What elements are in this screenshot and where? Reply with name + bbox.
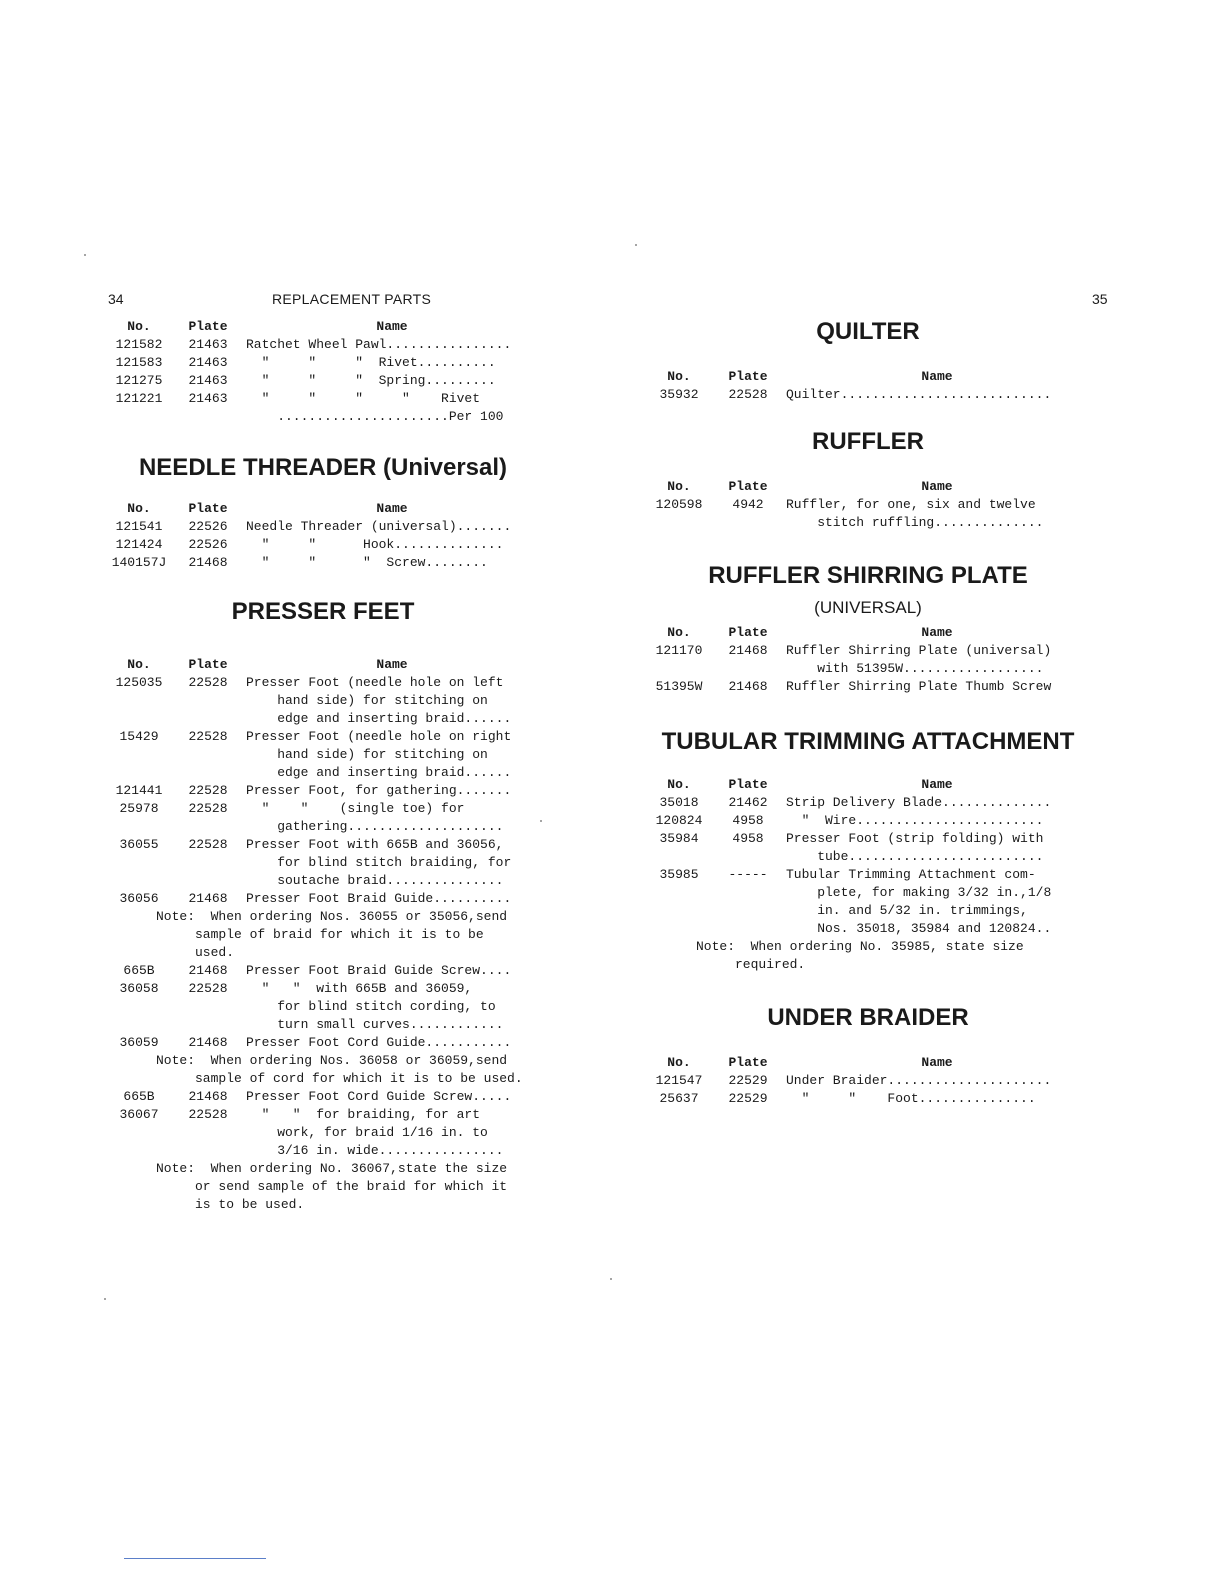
part-number [108,1124,170,1142]
part-number [648,902,710,920]
part-name: stitch ruffling.............. [786,515,1044,530]
plate-number [170,692,246,710]
part-name: Under Braider..................... [786,1073,1052,1088]
part-number: 35018 [659,795,699,810]
plate-number: 21463 [188,337,228,352]
table-row [648,830,1088,848]
part-number: 120598 [655,497,703,512]
part-number: 120824 [655,813,703,828]
part-name: turn small curves............ [246,1017,504,1032]
part-number: 665B [123,963,155,978]
table-row [108,1034,538,1052]
part-number [648,884,710,902]
part-number [108,710,170,728]
part-number: 121221 [115,391,163,406]
header-plate: Plate [188,657,228,672]
part-name: Presser Foot Braid Guide Screw.... [246,963,512,978]
needle-threader-section [108,454,538,572]
part-name: Presser Foot (strip folding) with [786,831,1044,846]
part-name: Presser Foot Braid Guide.......... [246,891,512,906]
part-number: 665B [123,1089,155,1104]
quilter-section [648,318,1088,404]
table-row [648,660,1088,678]
part-name: Nos. 35018, 35984 and 120824.. [786,921,1052,936]
plate-number: 22528 [188,783,228,798]
scan-speck [635,244,637,246]
part-number: 36056 [119,891,159,906]
part-name: edge and inserting braid...... [246,765,512,780]
plate-number: 22528 [188,801,228,816]
part-number [108,1016,170,1034]
table-row [108,710,538,728]
note-line: sample of braid for which it is to be [156,927,484,942]
table-header [648,776,1088,794]
part-name: plete, for making 3/32 in.,1/8 [786,885,1052,900]
part-number: 121547 [655,1073,703,1088]
plate-number: 21463 [188,391,228,406]
table-row [108,336,538,354]
table-row [108,764,538,782]
header-plate: Plate [728,479,768,494]
section-title-quilter: QUILTER [816,318,920,345]
table-header [108,656,538,674]
part-number: 25978 [119,801,159,816]
page-number-right: 35 [1092,291,1108,307]
part-name: in. and 5/32 in. trimmings, [786,903,1028,918]
ratchet-section [108,318,538,426]
running-head: REPLACEMENT PARTS [272,291,432,307]
part-number [648,514,710,532]
part-number [108,746,170,764]
section-title-tubular-trimming: TUBULAR TRIMMING ATTACHMENT [661,728,1075,755]
table-row [108,836,538,854]
table-row [648,642,1088,660]
part-name: tube......................... [786,849,1044,864]
plate-number: 22528 [188,729,228,744]
table-row [108,962,538,980]
table-row [108,980,538,998]
plate-number [710,848,786,866]
page-number-left: 34 [108,291,124,307]
part-name: edge and inserting braid...... [246,711,512,726]
part-number: 25637 [659,1091,699,1106]
part-number [108,872,170,890]
part-name: Presser Foot (needle hole on left [246,675,504,690]
part-number: 121583 [115,355,163,370]
table-row [108,536,538,554]
part-name: ......................Per 100 [246,409,504,424]
header-no: No. [667,479,691,494]
table-row [648,386,1088,404]
part-name: " " (single toe) for [246,801,465,816]
plate-number [710,514,786,532]
table-row [108,746,538,764]
plate-number: 21468 [728,643,768,658]
part-name: hand side) for stitching on [246,693,488,708]
header-name: Name [921,625,953,640]
header-no: No. [667,369,691,384]
table-row [648,884,1088,902]
header-no: No. [127,319,151,334]
plate-number: 22528 [188,1107,228,1122]
part-name: for blind stitch cording, to [246,999,496,1014]
part-name: Presser Foot Cord Guide Screw..... [246,1089,512,1104]
plate-number [170,408,246,426]
table-row [108,372,538,390]
part-number [108,998,170,1016]
header-plate: Plate [728,625,768,640]
part-name: " " " Spring......... [246,373,496,388]
plate-number [170,1016,246,1034]
part-name: with 51395W.................. [786,661,1044,676]
plate-number: 22528 [188,981,228,996]
part-name: " " for braiding, for art [246,1107,481,1122]
part-number [648,660,710,678]
left-column [108,318,538,1214]
part-name: " " " " Rivet [246,391,481,406]
plate-number: 21463 [188,373,228,388]
section-title-under-braider: UNDER BRAIDER [767,1004,969,1031]
header-plate: Plate [728,369,768,384]
part-number [108,1142,170,1160]
table-row [648,496,1088,514]
table-row [648,866,1088,884]
plate-number [170,998,246,1016]
table-row [108,872,538,890]
table-row [648,1072,1088,1090]
table-header [648,624,1088,642]
tubular-trimming-section [648,728,1088,974]
note-line: Note: When ordering No. 36067,state the size [156,1161,508,1176]
header-name: Name [376,657,408,672]
table-row [648,902,1088,920]
header-name: Name [376,501,408,516]
ruffler-shirring-section [648,562,1088,696]
note [648,938,1088,974]
plate-number: 22529 [728,1073,768,1088]
part-name: Presser Foot (needle hole on right [246,729,512,744]
plate-number [170,1142,246,1160]
part-name: Ruffler Shirring Plate (universal) [786,643,1052,658]
part-name: Ruffler Shirring Plate Thumb Screw [786,679,1052,694]
part-name: Quilter........................... [786,387,1052,402]
presser-feet-section [108,598,538,1214]
plate-number [170,818,246,836]
header-plate: Plate [188,319,228,334]
part-name: 3/16 in. wide................ [246,1143,504,1158]
header-plate: Plate [728,1055,768,1070]
table-row [648,920,1088,938]
table-row [108,782,538,800]
part-number [108,854,170,872]
table-header [108,318,538,336]
plate-number: 22526 [188,519,228,534]
note [108,1052,538,1088]
plate-number [710,884,786,902]
plate-number: 21468 [728,679,768,694]
table-row [108,728,538,746]
part-number: 125035 [115,675,163,690]
header-name: Name [921,369,953,384]
table-row [108,674,538,692]
plate-number [710,920,786,938]
table-row [108,1088,538,1106]
part-name: " " " Rivet.......... [246,355,496,370]
part-number: 36059 [119,1035,159,1050]
section-title-needle-threader: NEEDLE THREADER (Universal) [138,454,508,481]
part-name: gathering.................... [246,819,504,834]
part-name: Strip Delivery Blade.............. [786,795,1052,810]
note-line: Note: When ordering Nos. 36055 or 35056,send [156,909,508,924]
plate-number: 21462 [728,795,768,810]
part-number: 121541 [115,519,163,534]
table-row [108,854,538,872]
table-row [108,800,538,818]
plate-number: 4942 [732,497,764,512]
plate-number [710,902,786,920]
part-name: Presser Foot with 665B and 36056, [246,837,504,852]
part-number: 140157J [111,555,167,570]
part-name: " " Hook.............. [246,537,504,552]
note [108,1160,538,1214]
header-no: No. [667,777,691,792]
scan-speck [104,1298,106,1300]
table-row [648,1090,1088,1108]
plate-number: 22528 [728,387,768,402]
section-title-ruffler: RUFFLER [812,428,924,455]
table-row [108,692,538,710]
scan-speck [610,1278,612,1280]
plate-number [170,1124,246,1142]
section-title-presser-feet: PRESSER FEET [231,598,415,625]
header-no: No. [127,657,151,672]
part-number: 121582 [115,337,163,352]
table-header [648,478,1088,496]
part-number: 121275 [115,373,163,388]
note-line: Note: When ordering Nos. 36058 or 36059,send [156,1053,508,1068]
section-subtitle-universal: (UNIVERSAL) [814,598,922,617]
header-name: Name [921,777,953,792]
plate-number: ----- [728,867,768,882]
plate-number [170,764,246,782]
header-name: Name [921,1055,953,1070]
table-header [648,1054,1088,1072]
note-line: Note: When ordering No. 35985, state size [696,939,1024,954]
part-name: " " Foot............... [786,1091,1036,1106]
header-no: No. [667,625,691,640]
part-number [108,818,170,836]
plate-number: 21468 [188,963,228,978]
part-name: Ratchet Wheel Pawl................ [246,337,512,352]
note-line: sample of cord for which it is to be used. [156,1071,523,1086]
plate-number [170,854,246,872]
part-number [108,408,170,426]
table-row [108,1124,538,1142]
scan-speck [84,254,86,256]
note-line: is to be used. [156,1197,305,1212]
table-row [108,554,538,572]
plate-number: 21468 [188,891,228,906]
header-name: Name [376,319,408,334]
plate-number: 21468 [188,555,228,570]
table-row [108,818,538,836]
plate-number: 4958 [732,813,764,828]
scan-edge-line [124,1558,266,1559]
part-number [108,692,170,710]
part-name: soutache braid............... [246,873,504,888]
part-number [648,848,710,866]
section-title-ruffler-shirring: RUFFLER SHIRRING PLATE [708,562,1028,589]
part-number: 35984 [659,831,699,846]
plate-number [710,660,786,678]
header-plate: Plate [188,501,228,516]
table-header [108,500,538,518]
table-row [108,390,538,408]
part-number: 15429 [119,729,159,744]
plate-number: 21468 [188,1035,228,1050]
header-no: No. [667,1055,691,1070]
part-number: 35985 [659,867,699,882]
part-name: " " with 665B and 36059, [246,981,473,996]
table-row [108,518,538,536]
plate-number: 21463 [188,355,228,370]
part-number [648,920,710,938]
table-row [648,848,1088,866]
part-number: 121441 [115,783,163,798]
part-name: " " " Screw........ [246,555,488,570]
table-row [108,408,538,426]
header-no: No. [127,501,151,516]
header-plate: Plate [728,777,768,792]
part-name: Needle Threader (universal)....... [246,519,512,534]
right-column [648,318,1088,1108]
table-row [108,1106,538,1124]
scan-speck [540,820,542,822]
part-name: for blind stitch braiding, for [246,855,512,870]
part-name: Ruffler, for one, six and twelve [786,497,1036,512]
part-name: Presser Foot, for gathering....... [246,783,512,798]
plate-number: 21468 [188,1089,228,1104]
plate-number [170,710,246,728]
table-row [648,794,1088,812]
part-number [108,764,170,782]
plate-number [170,872,246,890]
note-line: used. [156,945,235,960]
part-number: 51395W [655,679,703,694]
table-row [108,890,538,908]
part-number: 121424 [115,537,163,552]
plate-number: 22528 [188,675,228,690]
table-row [108,998,538,1016]
note [108,908,538,962]
table-row [648,678,1088,696]
part-number: 36058 [119,981,159,996]
plate-number [170,746,246,764]
ruffler-section [648,428,1088,532]
table-row [648,812,1088,830]
table-row [648,514,1088,532]
part-name: hand side) for stitching on [246,747,488,762]
plate-number: 22529 [728,1091,768,1106]
note-line: or send sample of the braid for which it [156,1179,508,1194]
table-row [108,1142,538,1160]
part-name: " Wire........................ [786,813,1044,828]
table-row [108,354,538,372]
part-number: 121170 [655,643,703,658]
part-number: 35932 [659,387,699,402]
table-row [108,1016,538,1034]
part-number: 36055 [119,837,159,852]
part-name: work, for braid 1/16 in. to [246,1125,488,1140]
plate-number: 22526 [188,537,228,552]
plate-number: 4958 [732,831,764,846]
header-name: Name [921,479,953,494]
part-name: Presser Foot Cord Guide........... [246,1035,512,1050]
under-braider-section [648,1004,1088,1108]
part-number: 36067 [119,1107,159,1122]
plate-number: 22528 [188,837,228,852]
part-name: Tubular Trimming Attachment com- [786,867,1036,882]
note-line: required. [696,957,806,972]
table-header [648,368,1088,386]
